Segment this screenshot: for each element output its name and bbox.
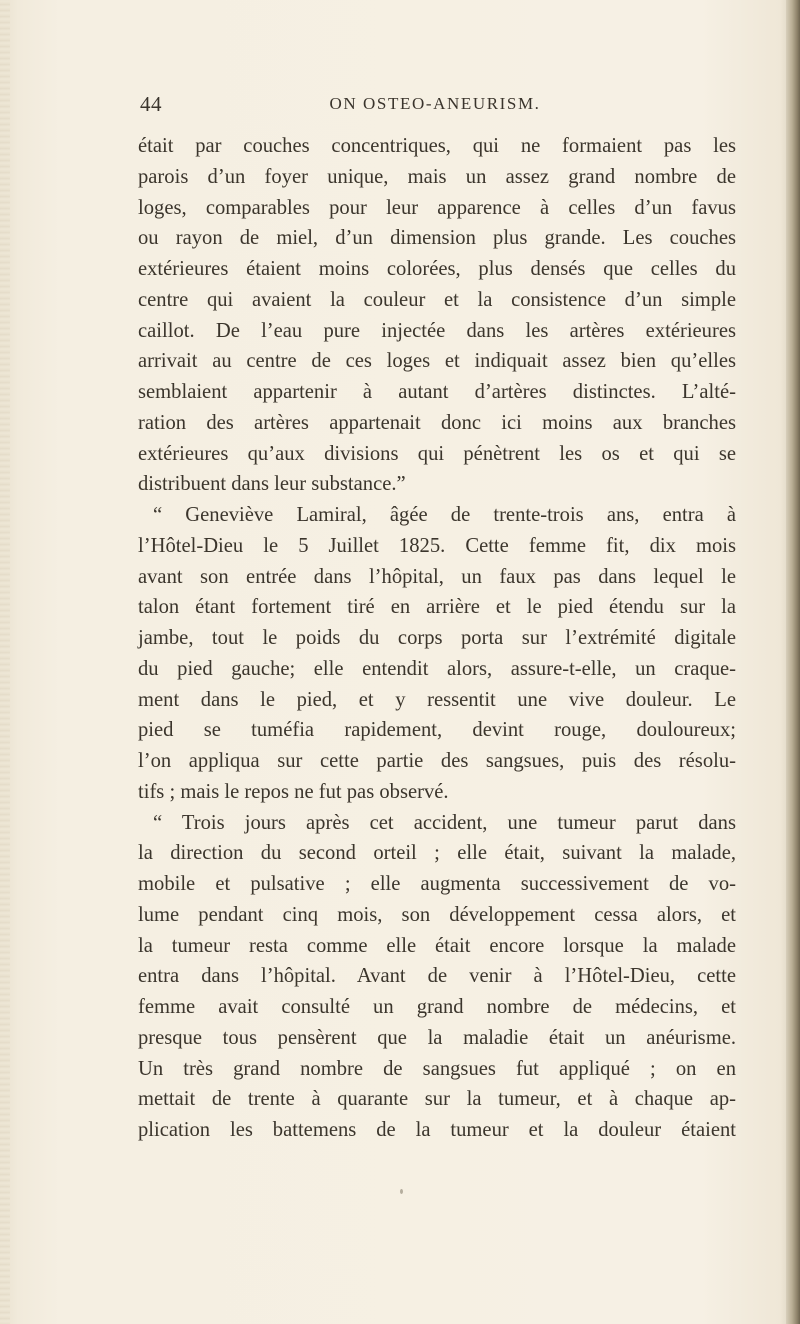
text-line: pied se tuméfia rapidement, devint rouge, douloureux; [138,719,736,742]
paragraph-start-line: “ Trois jours après cet accident, une tumeur parut dans [153,811,736,834]
text-line: parois d’un foyer unique, mais un assez grand nombre de [138,165,736,188]
text-line: lume pendant cinq mois, son développement cessa alors, et [138,903,736,926]
text-line: l’on appliqua sur cette partie des sangsues, puis des résolu- [138,750,736,772]
text-line: femme avait consulté un grand nombre de médecins, et [138,996,736,1018]
page-number: 44 [140,92,162,116]
text-line: semblaient appartenir à autant d’artères distinctes. L’alté- [138,381,736,403]
paragraph-end-line: tifs ; mais le repos ne fut pas observé. [138,780,449,803]
text-line: mobile et pulsative ; elle augmenta successivement de vo- [138,873,736,895]
text-line: entra dans l’hôpital. Avant de venir à l’Hôtel-Dieu, cette [138,965,736,988]
text-line: centre qui avaient la couleur et la consistence d’un simple [138,288,736,311]
text-line: loges, comparables pour leur apparence à celles d’un favus [138,196,736,219]
text-line: ou rayon de miel, d’un dimension plus grande. Les couches [138,227,736,250]
paragraph-start-line: “ Geneviève Lamiral, âgée de trente-trois ans, entra à [153,504,736,526]
running-head [140,92,730,122]
text-line: extérieures étaient moins colorées, plus densés que celles du [138,258,736,280]
text-line: la tumeur resta comme elle était encore lorsque la malade [138,934,736,957]
text-line: avant son entrée dans l’hôpital, un faux pas dans lequel le [138,565,736,588]
text-line: extérieures qu’aux divisions qui pénètrent les os et qui se [138,442,736,465]
text-line: était par couches concentriques, qui ne formaient pas les [138,135,736,157]
text-line: Un très grand nombre de sangsues fut appliqué ; on en [138,1057,736,1080]
page-edge-shadow [786,0,800,1324]
text-line: la direction du second orteil ; elle était, suivant la malade, [138,842,736,865]
text-line: ment dans le pied, et y ressentit une vive douleur. Le [138,688,736,711]
body-text [138,131,736,1146]
text-line: jambe, tout le poids du corps porta sur l’extrémité digitale [138,627,736,649]
text-line: du pied gauche; elle entendit alors, assure-t-elle, un craque- [138,657,736,680]
text-line: caillot. De l’eau pure injectée dans les artères extérieures [138,319,736,342]
text-line: arrivait au centre de ces loges et indiquait assez bien qu’elles [138,350,736,373]
running-title: ON OSTEO-ANEURISM. [329,94,541,113]
binding-shadow [0,0,10,1324]
paper-speck [400,1189,403,1194]
text-line: plication les battemens de la tumeur et la douleur étaient [138,1119,736,1141]
text-line: ration des artères appartenait donc ici moins aux branches [138,411,736,434]
text-line: mettait de trente à quarante sur la tumeur, et à chaque ap- [138,1088,736,1111]
paragraph-end-line: distribuent dans leur substance.” [138,473,406,496]
text-line: l’Hôtel-Dieu le 5 Juillet 1825. Cette femme fit, dix mois [138,534,736,557]
text-line: talon étant fortement tiré en arrière et le pied étendu sur la [138,596,736,619]
text-line: presque tous pensèrent que la maladie était un anéurisme. [138,1026,736,1049]
